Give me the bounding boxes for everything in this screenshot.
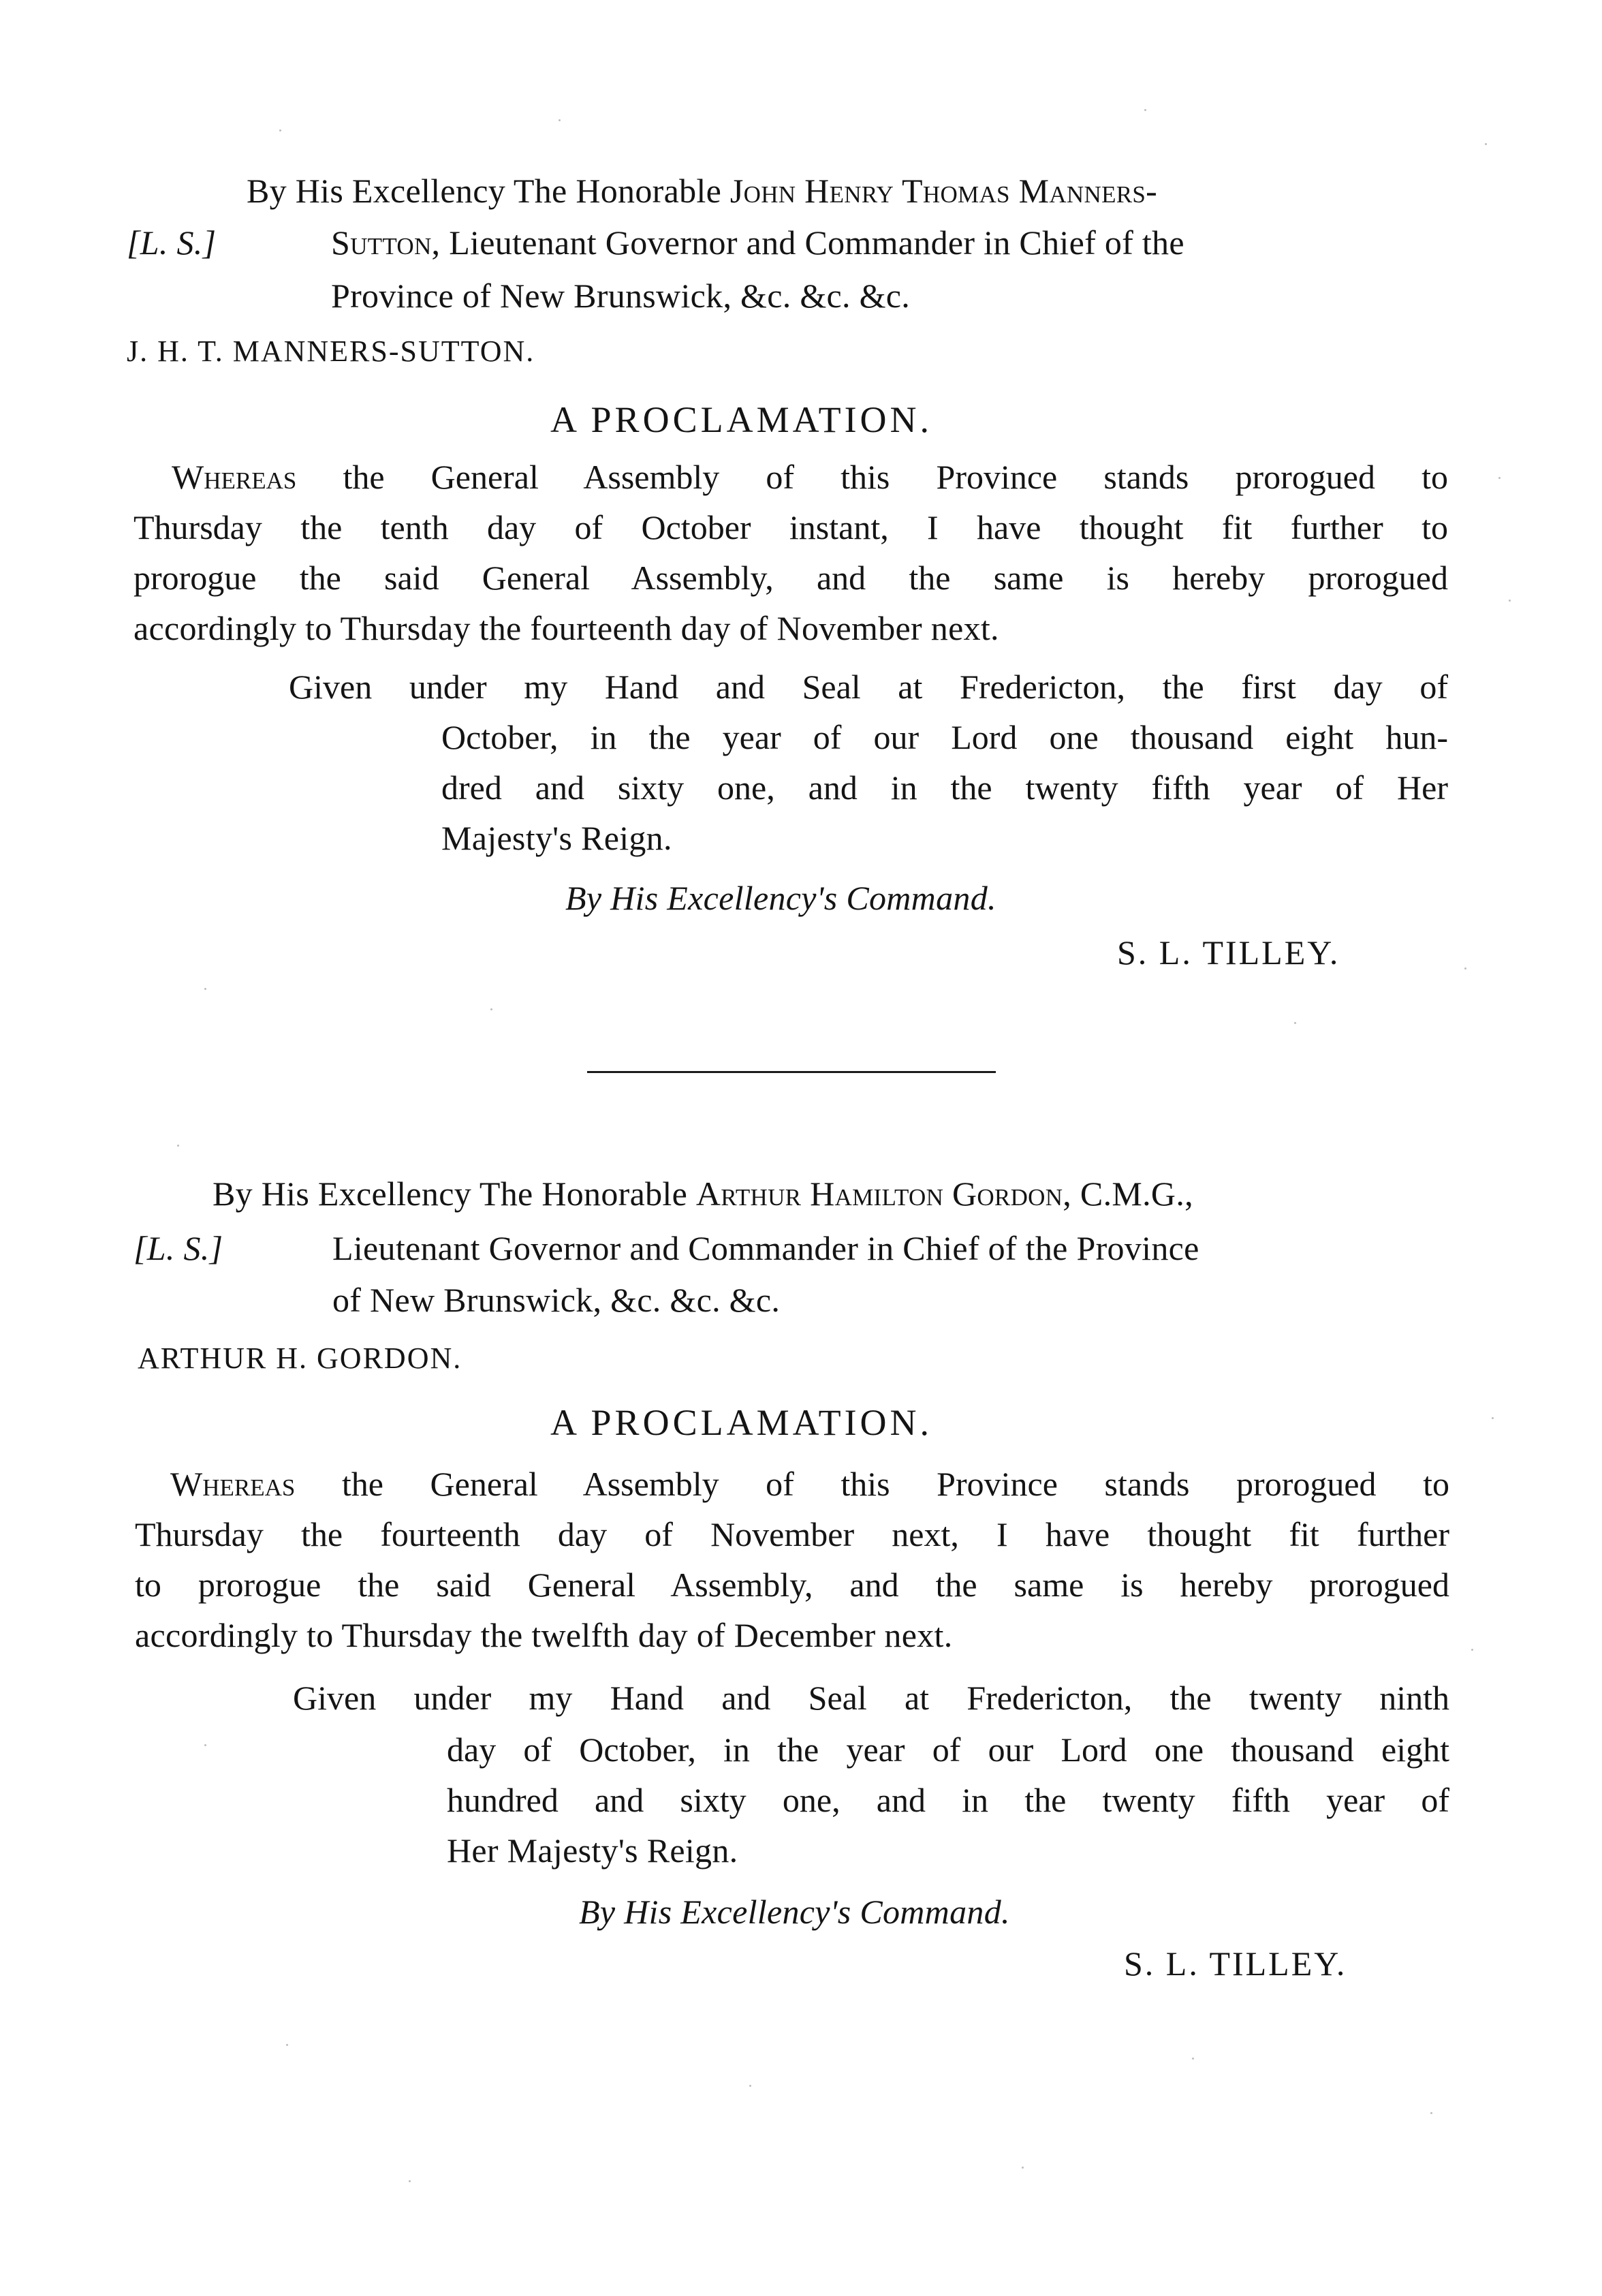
heading-prefix: By His Excellency The Honorable: [247, 172, 722, 210]
body-line-1-text: the General Assembly of this Province stands prorogued to: [341, 1465, 1449, 1503]
heading-line-1: [213, 1172, 1193, 1215]
body-line-2: Thursday the tenth day of October instant, I have thought fit further to: [134, 508, 1448, 546]
section-divider: [587, 1071, 996, 1073]
proclamation-title: A PROCLAMATION.: [550, 1402, 933, 1443]
governor-name: Arthur Hamilton Gordon,: [695, 1175, 1072, 1213]
body-line-1-text: the General Assembly of this Province stands prorogued to: [343, 458, 1448, 496]
given-line-3: hundred and sixty one, and in the twenty fifth year of: [447, 1781, 1449, 1819]
governor-name-part-2: Sutton,: [331, 223, 441, 262]
secretary-signature: S. L. TILLEY.: [1124, 1944, 1347, 1983]
given-line-3: dred and sixty one, and in the twenty fifth year of Her: [441, 769, 1448, 807]
heading-line-1: [247, 169, 1157, 213]
heading-prefix: By His Excellency The Honorable: [213, 1175, 688, 1213]
governor-signature: ARTHUR H. GORDON.: [138, 1341, 462, 1375]
heading-line-2: Lieutenant Governor and Commander in Chief of the Province: [332, 1229, 1199, 1267]
given-line-2: day of October, in the year of our Lord one thousand eight: [447, 1731, 1449, 1769]
body-line-4: accordingly to Thursday the fourteenth day of November next.: [134, 609, 999, 647]
heading-line-2: [331, 221, 1184, 264]
command-line: By His Excellency's Command.: [579, 1893, 1010, 1931]
body-line-1: [170, 1462, 1449, 1506]
heading-line-3: of New Brunswick, &c. &c. &c.: [332, 1281, 781, 1319]
given-line-4: Her Majesty's Reign.: [447, 1831, 738, 1870]
body-line-3: prorogue the said General Assembly, and the same is hereby prorogued: [134, 559, 1448, 597]
command-line: By His Excellency's Command.: [565, 879, 996, 917]
given-line-4: Majesty's Reign.: [441, 819, 672, 857]
given-line-1: Given under my Hand and Seal at Fredericton, the twenty ninth: [293, 1679, 1449, 1717]
heading-suffix: C.M.G.,: [1080, 1175, 1193, 1213]
seal-mark: [L. S.]: [134, 1229, 223, 1267]
heading-line-3: Province of New Brunswick, &c. &c. &c.: [331, 277, 911, 315]
governor-name-part-1: John Henry Thomas Manners-: [729, 172, 1158, 210]
body-line-2: Thursday the fourteenth day of November next, I have thought fit further: [135, 1515, 1449, 1553]
governor-signature: J. H. T. MANNERS-SUTTON.: [127, 335, 535, 368]
given-line-2: October, in the year of our Lord one thousand eight hun-: [441, 718, 1448, 756]
whereas-word: Whereas: [172, 458, 297, 496]
secretary-signature: S. L. TILLEY.: [1117, 933, 1340, 972]
body-line-3: to prorogue the said General Assembly, and the same is hereby prorogued: [135, 1566, 1449, 1604]
whereas-word: Whereas: [170, 1465, 296, 1503]
given-line-1: Given under my Hand and Seal at Fredericton, the first day of: [289, 668, 1448, 706]
heading-line-2-text: Lieutenant Governor and Commander in Chief of the: [449, 223, 1184, 262]
body-line-4: accordingly to Thursday the twelfth day of December next.: [135, 1616, 953, 1654]
proclamation-title: A PROCLAMATION.: [550, 399, 933, 440]
seal-mark: [L. S.]: [127, 223, 217, 262]
body-line-1: [172, 455, 1448, 499]
